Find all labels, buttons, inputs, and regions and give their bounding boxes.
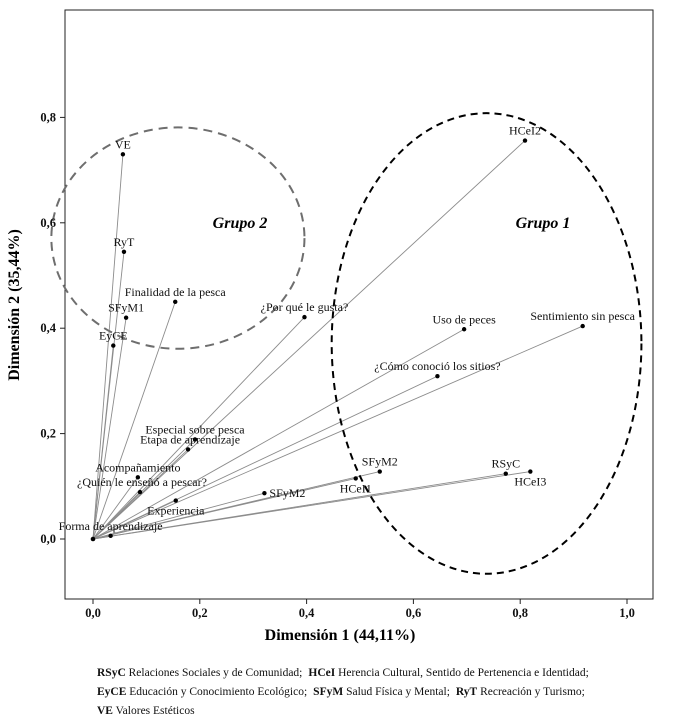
legend-item xyxy=(456,686,585,698)
data-point xyxy=(124,315,128,319)
x-tick-label: 0,8 xyxy=(512,606,529,620)
point-label: HCeI1 xyxy=(339,481,372,496)
group-1-label: Grupo 1 xyxy=(515,215,571,232)
legend-item xyxy=(308,667,588,679)
point-label: HCeI3 xyxy=(514,474,547,489)
data-point xyxy=(378,469,382,473)
data-point xyxy=(138,490,142,494)
y-tick-label: 0,4 xyxy=(40,321,56,336)
legend-abbreviation: SFyM xyxy=(313,686,344,698)
group-2-label: Grupo 2 xyxy=(212,215,268,232)
y-tick-label: 0,0 xyxy=(40,532,56,546)
legend-item xyxy=(97,667,302,679)
y-tick-label: 0,2 xyxy=(40,426,56,441)
legend-abbreviation: HCeI xyxy=(308,667,336,679)
point-label: EyCE xyxy=(98,328,128,343)
point-label: ¿Por qué le gusta? xyxy=(260,300,349,315)
data-point xyxy=(528,469,532,473)
data-point xyxy=(302,315,306,319)
point-label: Especial sobre pesca xyxy=(145,422,245,437)
data-point xyxy=(504,471,508,475)
x-axis-title: Dimensión 1 (44,11%) xyxy=(264,627,416,644)
y-axis-ticks xyxy=(40,110,65,546)
legend-description: Recreación y Turismo; xyxy=(480,686,585,698)
x-tick-label: 0,4 xyxy=(298,606,315,620)
x-tick-label: 0,0 xyxy=(85,606,101,620)
x-tick-label: 0,6 xyxy=(405,606,422,620)
point-label: ¿Quién le enseñó a pescar? xyxy=(77,475,207,490)
legend-abbreviation: EyCE xyxy=(97,686,127,698)
abbreviation-legend xyxy=(97,664,672,721)
data-point xyxy=(111,343,115,347)
point-label: VE xyxy=(114,137,131,152)
legend-item xyxy=(313,686,450,698)
y-axis-title: Dimensión 2 (35,44%) xyxy=(6,229,23,381)
point-label: SFyM2 xyxy=(361,454,398,469)
data-point xyxy=(121,152,125,156)
legend-abbreviation: VE xyxy=(97,705,113,717)
legend-item xyxy=(97,705,195,717)
point-label: Experiencia xyxy=(147,503,205,518)
point-label: Etapa de aprendizaje xyxy=(140,432,241,447)
x-tick-label: 1,0 xyxy=(619,606,635,620)
legend-description: Educación y Conocimiento Ecológico; xyxy=(129,686,308,698)
data-point xyxy=(462,327,466,331)
point-label: RyT xyxy=(113,234,135,249)
data-point xyxy=(580,324,584,328)
data-point xyxy=(108,534,112,538)
x-tick-label: 0,2 xyxy=(191,606,208,620)
legend-description: Valores Estéticos xyxy=(115,705,195,717)
point-label: Uso de peces xyxy=(432,312,496,327)
point-label: Acompañamiento xyxy=(95,460,181,475)
legend-abbreviation: RSyC xyxy=(97,667,126,679)
legend-description: Relaciones Sociales y de Comunidad; xyxy=(128,667,303,679)
point-label: Sentimiento sin pesca xyxy=(530,309,636,324)
group-ellipses xyxy=(51,113,641,574)
group-2-ellipse xyxy=(51,127,304,348)
data-point xyxy=(174,498,178,502)
data-point xyxy=(354,476,358,480)
point-label: Forma de aprendizaje xyxy=(58,518,163,533)
point-label: RSyC xyxy=(491,456,521,471)
legend-item xyxy=(97,686,307,698)
group-1-ellipse xyxy=(332,113,642,574)
vector-line xyxy=(93,318,126,539)
legend-description: Herencia Cultural, Sentido de Pertenencia e Identidad; xyxy=(338,667,589,679)
y-tick-label: 0,8 xyxy=(40,110,56,125)
legend-row xyxy=(97,664,672,683)
data-point xyxy=(435,374,439,378)
data-point xyxy=(173,300,177,304)
data-points xyxy=(59,124,636,542)
data-point xyxy=(122,250,126,254)
point-label: Finalidad de la pesca xyxy=(124,284,226,299)
legend-abbreviation: RyT xyxy=(455,686,478,698)
point-label: SFyM1 xyxy=(108,300,145,315)
point-label: HCeI2 xyxy=(509,123,542,138)
data-point xyxy=(262,491,266,495)
data-point xyxy=(523,138,527,142)
point-label: ¿Cómo conoció los sitios? xyxy=(374,359,501,374)
legend-row xyxy=(97,702,672,721)
legend-description: Salud Física y Mental; xyxy=(346,686,450,698)
legend-row xyxy=(97,683,672,702)
x-axis-ticks xyxy=(85,599,635,620)
point-label: SFyM2 xyxy=(269,486,306,501)
origin-point xyxy=(91,537,96,542)
y-tick-label: 0,6 xyxy=(40,215,56,230)
data-point xyxy=(186,447,190,451)
